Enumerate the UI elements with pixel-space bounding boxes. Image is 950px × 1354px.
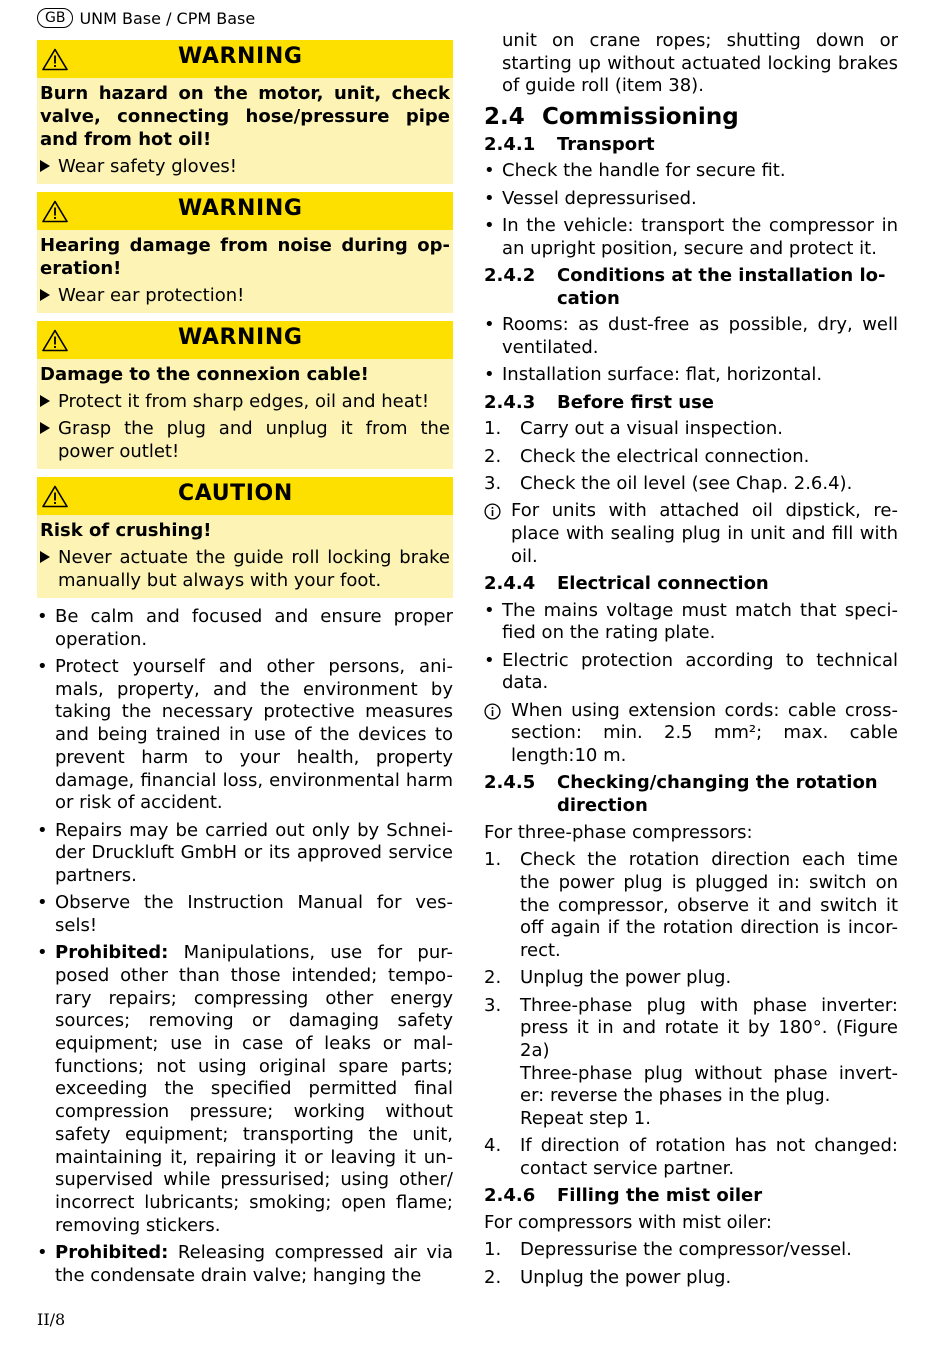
step-number: 2. xyxy=(484,1266,502,1288)
subsection-heading xyxy=(484,134,898,157)
info-text: When using extension cords: cable cross-section: min. 2.5 mm²; max. cable length:10 m. xyxy=(511,699,898,767)
step-text: Check the oil level (see Chap. 2.6.4). xyxy=(520,473,853,494)
intro-text: For compressors with mist oiler: xyxy=(484,1212,772,1234)
warning-box-noise xyxy=(37,192,453,313)
subsection-title: Electrical connection xyxy=(557,573,769,594)
page-number: II/8 xyxy=(37,1310,66,1329)
numbered-step xyxy=(484,473,898,496)
warning-title: WARNING xyxy=(178,196,303,221)
numbered-step xyxy=(484,995,898,1131)
step-number: 1. xyxy=(484,849,502,871)
subsection-number: 2.4.1 xyxy=(484,133,536,155)
subsection-number: 2.4.2 xyxy=(484,265,536,286)
section-title: Commissioning xyxy=(542,103,739,130)
list-item: • Installation surface: flat, horizontal. xyxy=(484,364,898,387)
prohibited-label: Prohibited: xyxy=(55,942,169,964)
step-text-repeat: Repeat step 1. xyxy=(520,1108,651,1130)
list-item: • The mains voltage must match that speci-fied on the rating plate. xyxy=(484,600,898,645)
subsection-title: Conditions at the installation lo- xyxy=(557,265,886,286)
caution-title: CAUTION xyxy=(178,481,293,506)
subsection-title-wrap xyxy=(557,772,898,817)
step-text-alt: Three-phase plug without phase invert-er: reverse the phases in the plug. xyxy=(520,1062,898,1107)
step-text: If direction of rotation has not changed: contact service partner. xyxy=(520,1135,898,1180)
subsection-title: Filling the mist oiler xyxy=(557,1185,763,1207)
subsection-heading xyxy=(484,573,898,596)
warning-header xyxy=(37,40,453,78)
subsection-title-cont: direction xyxy=(557,795,648,817)
list-item: • Repairs may be carried out only by Schnei-der Druckluft GmbH or its approved service partners. xyxy=(37,820,453,888)
list-item: • Electric protection according to technical data. xyxy=(484,650,898,695)
list-item: • In the vehicle: transport the compressor in an upright position, secure and protect it. xyxy=(484,215,898,260)
warning-title: WARNING xyxy=(178,44,303,69)
caution-header xyxy=(37,477,453,515)
warning-triangle-icon xyxy=(42,329,68,352)
list-item: • Observe the Instruction Manual for ves-sels! xyxy=(37,892,453,937)
subsection-title: Transport xyxy=(557,133,655,155)
prohibited-text: Releasing compressed air via the condensate drain valve; hanging the xyxy=(55,1241,453,1286)
subsection-title-cont: cation xyxy=(557,287,620,309)
step-text: Check the rotation direction each time the power plug is plugged in: switch on the compressor, observe it and switch it off again if the rotation direction is incor-rect. xyxy=(520,849,898,961)
list-item: • Rooms: as dust-free as possible, dry, well ventilated. xyxy=(484,314,898,359)
numbered-step xyxy=(484,849,898,963)
info-text: For units with attached oil dipstick, re-place with sealing plug in unit and fill with oil. xyxy=(511,500,898,567)
warning-triangle-icon xyxy=(42,200,68,223)
warning-action: Wear ear protection! xyxy=(37,282,453,309)
warning-action: Wear safety gloves! xyxy=(37,153,453,180)
info-note xyxy=(484,500,898,568)
subsection-number: 2.4.3 xyxy=(484,391,536,413)
warning-triangle-icon xyxy=(42,48,68,71)
numbered-step xyxy=(484,418,898,441)
section-heading xyxy=(484,103,898,131)
list-item: • Vessel depressurised. xyxy=(484,188,898,211)
list-item-prohibited xyxy=(37,942,453,1237)
warning-triangle-icon xyxy=(42,485,68,508)
subsection-title: Checking/changing the rotation xyxy=(557,772,878,794)
step-text: Three-phase plug with phase inverter: press it in and rotate it by 180°. (Figure 2a) xyxy=(520,994,898,1061)
warning-header xyxy=(37,192,453,230)
caution-box-crushing xyxy=(37,477,453,598)
info-icon xyxy=(484,500,511,568)
warning-action: Grasp the plug and unplug it from the power outlet! xyxy=(37,415,453,465)
subsection-heading xyxy=(484,772,898,817)
step-number: 2. xyxy=(484,967,502,989)
language-badge: GB xyxy=(37,8,73,28)
caution-message: Risk of crushing! xyxy=(40,520,212,541)
section-number: 2.4 xyxy=(484,103,525,130)
subsection-number: 2.4.6 xyxy=(484,1185,536,1207)
warning-message: Damage to the connexion cable! xyxy=(40,364,369,385)
step-number: 2. xyxy=(484,445,502,467)
step-number: 1. xyxy=(484,418,502,440)
prohibited-label: Prohibited: xyxy=(55,1241,169,1263)
warning-action: Protect it from sharp edges, oil and heat! xyxy=(37,388,453,415)
step-number: 4. xyxy=(484,1135,502,1157)
step-text: Unplug the power plug. xyxy=(520,967,732,989)
subsection-number: 2.4.5 xyxy=(484,772,536,794)
warning-box-cable xyxy=(37,321,453,469)
subsection-heading xyxy=(484,1185,898,1208)
list-item: • Check the handle for secure fit. xyxy=(484,160,898,183)
continuation-text: unit on crane ropes; shutting down or starting up without actuated locking brakes of guide roll (item 38). xyxy=(502,30,898,97)
step-text: Check the electrical connection. xyxy=(520,445,810,467)
subsection-heading xyxy=(484,392,898,415)
right-column xyxy=(484,30,898,1294)
step-text: Carry out a visual inspection. xyxy=(520,418,783,440)
caution-action: Never actuate the guide roll locking brake manually but always with your foot. xyxy=(37,544,453,594)
step-number: 3. xyxy=(484,994,502,1016)
step-number: 1. xyxy=(484,1239,502,1261)
step-text: Depressurise the compressor/vessel. xyxy=(520,1239,852,1261)
intro-text: For three-phase compressors: xyxy=(484,821,753,843)
step-number: 3. xyxy=(484,473,502,494)
left-column xyxy=(37,40,453,1292)
subsection-heading xyxy=(484,265,898,310)
warning-header xyxy=(37,321,453,359)
numbered-step xyxy=(484,1239,898,1262)
list-item-prohibited xyxy=(37,1242,453,1287)
warning-message: Burn hazard on the motor, unit, check valve, connecting hose/pressure pipe and from hot oil! xyxy=(40,83,450,150)
numbered-step xyxy=(484,967,898,990)
subsection-title-wrap xyxy=(557,265,898,310)
list-item: • Be calm and focused and ensure proper operation. xyxy=(37,606,453,651)
numbered-step xyxy=(484,1267,898,1290)
info-note xyxy=(484,700,898,768)
info-icon xyxy=(484,700,511,768)
warning-title: WARNING xyxy=(178,325,303,350)
subsection-number: 2.4.4 xyxy=(484,573,536,594)
document-title: UNM Base / CPM Base xyxy=(79,8,256,28)
subsection-title: Before first use xyxy=(557,391,715,413)
warning-message: Hearing damage from noise during op-eration! xyxy=(40,235,450,279)
page-header xyxy=(37,6,255,30)
warning-box-burn xyxy=(37,40,453,184)
numbered-step xyxy=(484,1135,898,1180)
prohibited-text: Manipulations, use for pur-posed other than those intended; tempo-rary repairs; compressing other energy sources; removing or damaging safety equipment; use in case of leaks or mal-functions; not using original spare parts; exceeding the specified permitted final compression pressure; working without safety equipment; transporting the unit, maintaining it, repairing it or leaving it un-supervised while pressurised; using other/ incorrect lubricants; smoking; open flame; removing stickers. xyxy=(55,942,453,1236)
list-item: • Protect yourself and other persons, ani-mals, property, and the environment by taking the necessary protective measures and being trained in use of the devices to prevent harm to your health, property damage, financial loss, environmental harm or risk of accident. xyxy=(37,656,453,815)
numbered-step xyxy=(484,446,898,469)
step-text-group xyxy=(520,995,898,1131)
step-text: Unplug the power plug. xyxy=(520,1266,732,1288)
